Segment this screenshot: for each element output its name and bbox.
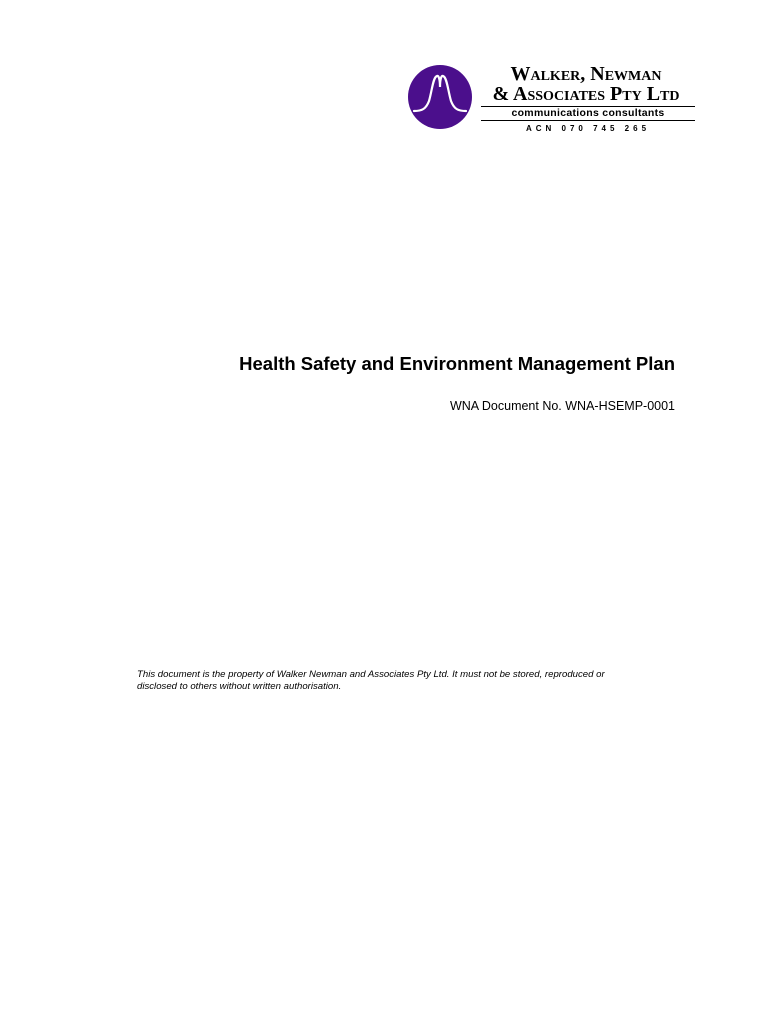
company-name-line2: & Associates Pty Ltd xyxy=(492,83,680,105)
company-acn: ACN 070 745 265 xyxy=(525,124,651,133)
document-number: WNA Document No. WNA-HSEMP-0001 xyxy=(449,399,675,413)
confidentiality-notice xyxy=(137,669,667,693)
confidentiality-notice-line1: This document is the property of Walker Newman and Associates Pty Ltd. It must not be stored, reproduced or xyxy=(137,669,605,680)
company-name-line1: Walker, Newman xyxy=(510,63,662,85)
confidentiality-notice-line2: disclosed to others without written authorisation. xyxy=(137,681,342,692)
company-tagline: communications consultants xyxy=(481,106,695,121)
document-title: Health Safety and Environment Management Plan xyxy=(239,353,675,374)
waveform-logo-icon xyxy=(408,65,472,129)
